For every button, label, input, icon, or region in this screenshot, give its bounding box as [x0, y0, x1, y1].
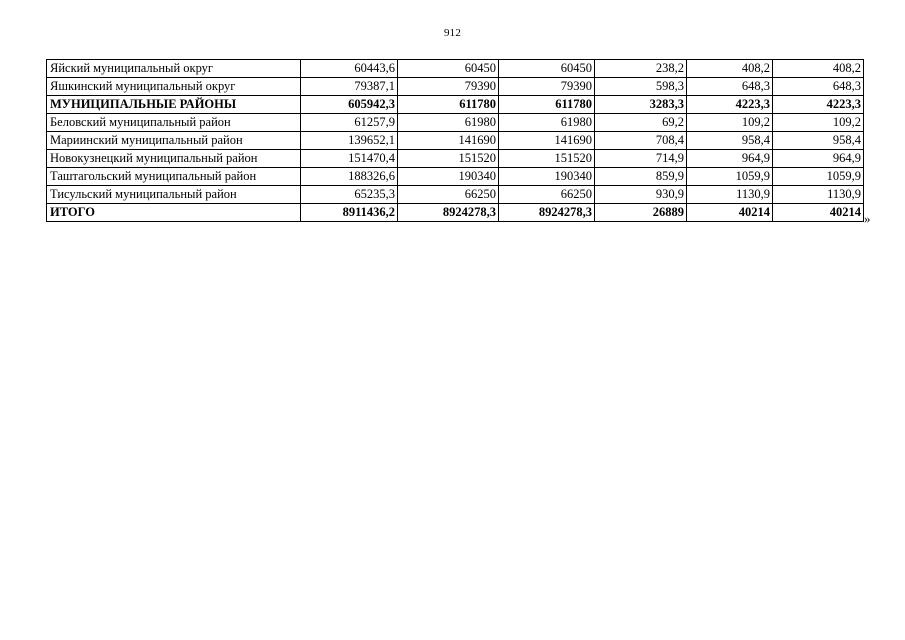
- value-cell: 1130,9: [773, 186, 864, 204]
- value-cell: 408,2: [773, 60, 864, 78]
- value-cell: 1059,9: [773, 168, 864, 186]
- value-cell: 408,2: [687, 60, 773, 78]
- value-cell: 190340: [398, 168, 499, 186]
- value-cell: 958,4: [687, 132, 773, 150]
- row-name-cell: Новокузнецкий муниципальный район: [47, 150, 301, 168]
- value-cell: 61257,9: [301, 114, 398, 132]
- table-row: [47, 114, 864, 132]
- row-name-cell: Тисульский муниципальный район: [47, 186, 301, 204]
- value-cell: 964,9: [773, 150, 864, 168]
- value-cell: 141690: [499, 132, 595, 150]
- row-name-cell: Яшкинский муниципальный округ: [47, 78, 301, 96]
- value-cell: 708,4: [595, 132, 687, 150]
- value-cell: 238,2: [595, 60, 687, 78]
- value-cell: 61980: [499, 114, 595, 132]
- value-cell: 859,9: [595, 168, 687, 186]
- value-cell: 139652,1: [301, 132, 398, 150]
- value-cell: 79390: [499, 78, 595, 96]
- value-cell: 605942,3: [301, 96, 398, 114]
- row-name-cell: Мариинский муниципальный район: [47, 132, 301, 150]
- value-cell: 60450: [499, 60, 595, 78]
- value-cell: 79387,1: [301, 78, 398, 96]
- table-row: [47, 186, 864, 204]
- value-cell: 66250: [499, 186, 595, 204]
- value-cell: 964,9: [687, 150, 773, 168]
- value-cell: 109,2: [687, 114, 773, 132]
- table-row: [47, 60, 864, 78]
- value-cell: 958,4: [773, 132, 864, 150]
- budget-table: [46, 59, 864, 222]
- table-row: [47, 150, 864, 168]
- closing-quote-mark: »: [864, 211, 871, 226]
- value-cell: 40214: [773, 204, 864, 222]
- value-cell: 1130,9: [687, 186, 773, 204]
- value-cell: 26889: [595, 204, 687, 222]
- value-cell: 79390: [398, 78, 499, 96]
- table-row: [47, 78, 864, 96]
- value-cell: 40214: [687, 204, 773, 222]
- page-number: 912: [443, 27, 462, 39]
- value-cell: 611780: [499, 96, 595, 114]
- row-name-cell: МУНИЦИПАЛЬНЫЕ РАЙОНЫ: [47, 96, 301, 114]
- row-name-cell: Яйский муниципальный округ: [47, 60, 301, 78]
- value-cell: 60450: [398, 60, 499, 78]
- value-cell: 151470,4: [301, 150, 398, 168]
- grand-total-row: [47, 204, 864, 222]
- value-cell: 4223,3: [687, 96, 773, 114]
- value-cell: 109,2: [773, 114, 864, 132]
- value-cell: 188326,6: [301, 168, 398, 186]
- value-cell: 648,3: [687, 78, 773, 96]
- value-cell: 60443,6: [301, 60, 398, 78]
- value-cell: 3283,3: [595, 96, 687, 114]
- value-cell: 61980: [398, 114, 499, 132]
- value-cell: 66250: [398, 186, 499, 204]
- row-name-cell: Таштагольский муниципальный район: [47, 168, 301, 186]
- section-total-row: [47, 96, 864, 114]
- value-cell: 69,2: [595, 114, 687, 132]
- value-cell: 930,9: [595, 186, 687, 204]
- value-cell: 65235,3: [301, 186, 398, 204]
- table-row: [47, 132, 864, 150]
- table-row: [47, 168, 864, 186]
- value-cell: 1059,9: [687, 168, 773, 186]
- value-cell: 648,3: [773, 78, 864, 96]
- value-cell: 190340: [499, 168, 595, 186]
- value-cell: 141690: [398, 132, 499, 150]
- row-name-cell: ИТОГО: [47, 204, 301, 222]
- table-body: [47, 60, 864, 222]
- value-cell: 151520: [398, 150, 499, 168]
- value-cell: 8924278,3: [499, 204, 595, 222]
- value-cell: 598,3: [595, 78, 687, 96]
- value-cell: 8924278,3: [398, 204, 499, 222]
- value-cell: 714,9: [595, 150, 687, 168]
- value-cell: 4223,3: [773, 96, 864, 114]
- value-cell: 611780: [398, 96, 499, 114]
- row-name-cell: Беловский муниципальный район: [47, 114, 301, 132]
- value-cell: 8911436,2: [301, 204, 398, 222]
- value-cell: 151520: [499, 150, 595, 168]
